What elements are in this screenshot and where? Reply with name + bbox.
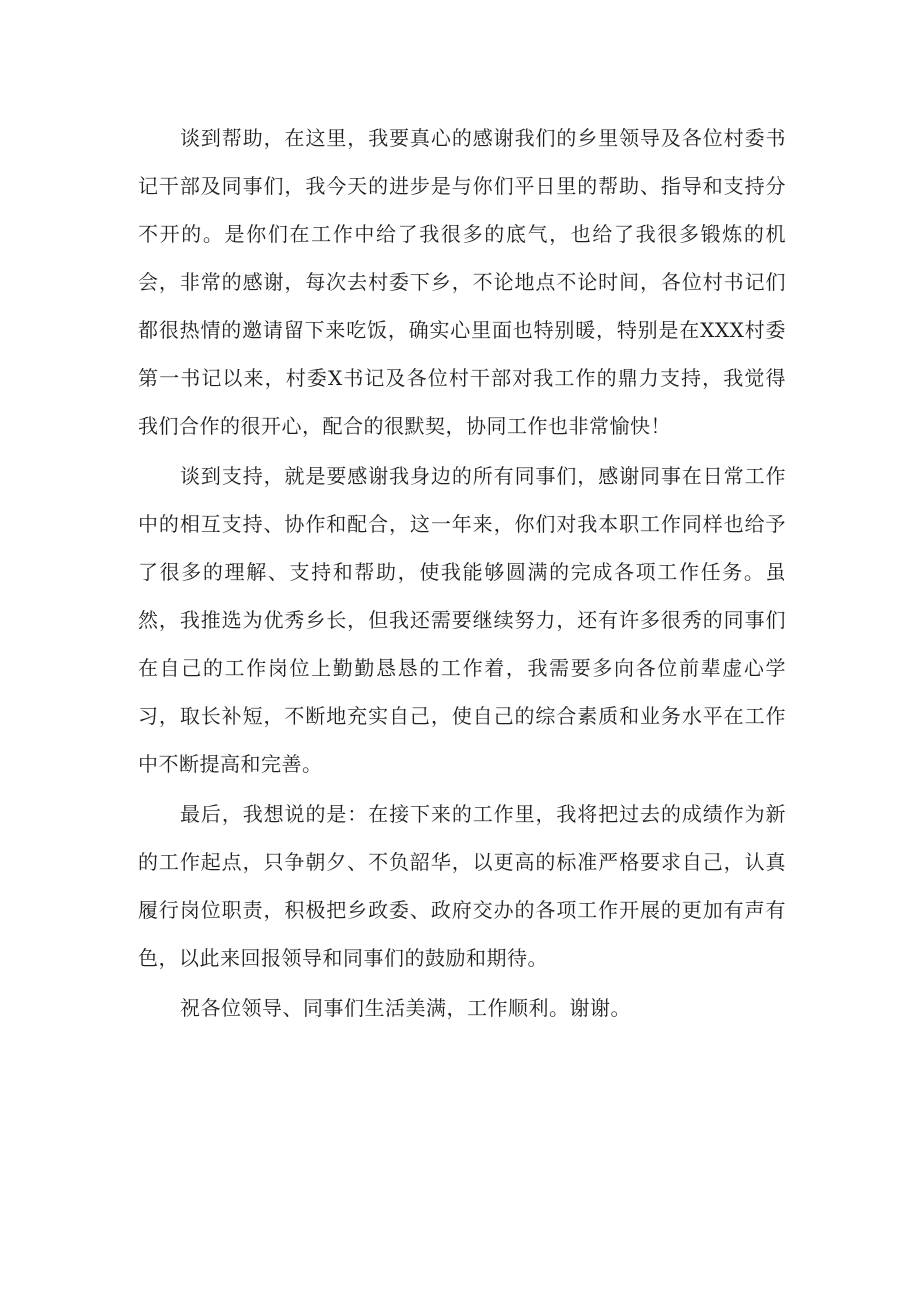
paragraph-thanks-support: 谈到支持，就是要感谢我身边的所有同事们，感谢同事在日常工作中的相互支持、协作和配合，这一年来，你们对我本职工作同样也给予了很多的理解、支持和帮助，使我能够圆满的完成各项工作任务。虽然，我推选为优秀乡长，但我还需要继续努力，还有许多很秀的同事们在自己的工作岗位上勤勤恳恳的工作着，我需要多向各位前辈虚心学习，取长补短，不断地充实自己，使自己的综合素质和业务水平在工作中不断提高和完善。 [138, 464, 786, 776]
paragraph-thanks-help: 谈到帮助，在这里，我要真心的感谢我们的乡里领导及各位村委书记干部及同事们，我今天的进步是与你们平日里的帮助、指导和支持分不开的。是你们在工作中给了我很多的底气，也给了我很多锻炼的机会，非常的感谢，每次去村委下乡，不论地点不论时间，各位村书记们都很热情的邀请留下来吃饭，确实心里面也特别暖，特别是在XXX村委第一书记以来，村委X书记及各位村干部对我工作的鼎力支持，我觉得我们合作的很开心，配合的很默契，协同工作也非常愉快！ [138, 126, 786, 438]
paragraph-closing-wishes: 祝各位领导、同事们生活美满，工作顺利。谢谢。 [180, 996, 631, 1020]
document-body [138, 114, 786, 1032]
paragraph-closing-commitment: 最后，我想说的是：在接下来的工作里，我将把过去的成绩作为新的工作起点，只争朝夕、不负韶华，以更高的标准严格要求自己，认真履行岗位职责，积极把乡政委、政府交办的各项工作开展的更加有声有色，以此来回报领导和同事们的鼓励和期待。 [138, 802, 786, 970]
